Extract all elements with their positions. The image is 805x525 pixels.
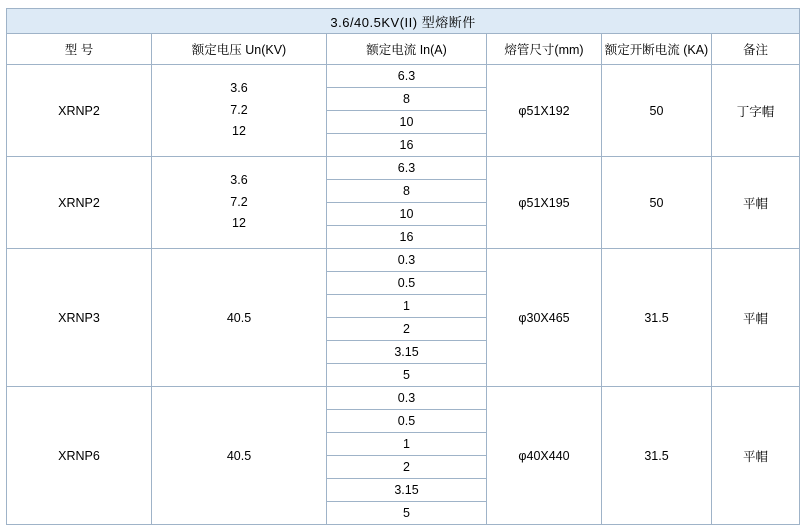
cell-voltage — [152, 65, 327, 157]
cell-current: 16 — [327, 134, 487, 157]
cell-tube-size: φ51X195 — [487, 157, 602, 249]
cell-breaking-current: 50 — [602, 65, 712, 157]
cell-current: 3.15 — [327, 479, 487, 502]
voltage-value: 12 — [232, 124, 246, 139]
voltage-value: 3.6 — [230, 80, 248, 95]
cell-current: 6.3 — [327, 65, 487, 88]
cell-current: 10 — [327, 111, 487, 134]
table-row — [7, 387, 800, 410]
cell-current: 0.5 — [327, 272, 487, 295]
cell-current: 1 — [327, 295, 487, 318]
voltage-value: 7.2 — [230, 194, 248, 209]
header-model: 型 号 — [7, 34, 152, 65]
cell-voltage — [152, 157, 327, 249]
cell-current: 16 — [327, 226, 487, 249]
cell-remark: 平帽 — [712, 387, 800, 525]
cell-tube-size: φ30X465 — [487, 249, 602, 387]
cell-current: 0.3 — [327, 387, 487, 410]
cell-model: XRNP6 — [7, 387, 152, 525]
cell-current: 10 — [327, 203, 487, 226]
cell-current: 0.3 — [327, 249, 487, 272]
cell-model: XRNP3 — [7, 249, 152, 387]
table-title: 3.6/40.5KV(II) 型熔断件 — [7, 9, 800, 34]
header-breaking-current: 额定开断电流 (KA) — [602, 34, 712, 65]
cell-current: 1 — [327, 433, 487, 456]
cell-current: 8 — [327, 88, 487, 111]
cell-current: 8 — [327, 180, 487, 203]
cell-breaking-current: 31.5 — [602, 387, 712, 525]
table-row — [7, 65, 800, 88]
table-row — [7, 249, 800, 272]
cell-current: 6.3 — [327, 157, 487, 180]
cell-current: 5 — [327, 502, 487, 525]
cell-remark: 平帽 — [712, 157, 800, 249]
cell-breaking-current: 50 — [602, 157, 712, 249]
cell-current: 5 — [327, 364, 487, 387]
cell-model: XRNP2 — [7, 65, 152, 157]
table-header-row — [7, 34, 800, 65]
cell-breaking-current: 31.5 — [602, 249, 712, 387]
voltage-value: 3.6 — [230, 172, 248, 187]
header-remark: 备注 — [712, 34, 800, 65]
cell-tube-size: φ40X440 — [487, 387, 602, 525]
header-tube-size: 熔管尺寸(mm) — [487, 34, 602, 65]
table-row — [7, 157, 800, 180]
fuse-spec-table — [6, 8, 800, 525]
cell-current: 2 — [327, 318, 487, 341]
header-rated-voltage: 额定电压 Un(KV) — [152, 34, 327, 65]
cell-current: 0.5 — [327, 410, 487, 433]
cell-current: 2 — [327, 456, 487, 479]
cell-model: XRNP2 — [7, 157, 152, 249]
table-title-row — [7, 9, 800, 34]
voltage-value: 7.2 — [230, 102, 248, 117]
cell-voltage: 40.5 — [152, 249, 327, 387]
header-rated-current: 额定电流 In(A) — [327, 34, 487, 65]
voltage-value: 12 — [232, 216, 246, 231]
cell-remark: 丁字帽 — [712, 65, 800, 157]
cell-voltage: 40.5 — [152, 387, 327, 525]
cell-remark: 平帽 — [712, 249, 800, 387]
cell-current: 3.15 — [327, 341, 487, 364]
cell-tube-size: φ51X192 — [487, 65, 602, 157]
